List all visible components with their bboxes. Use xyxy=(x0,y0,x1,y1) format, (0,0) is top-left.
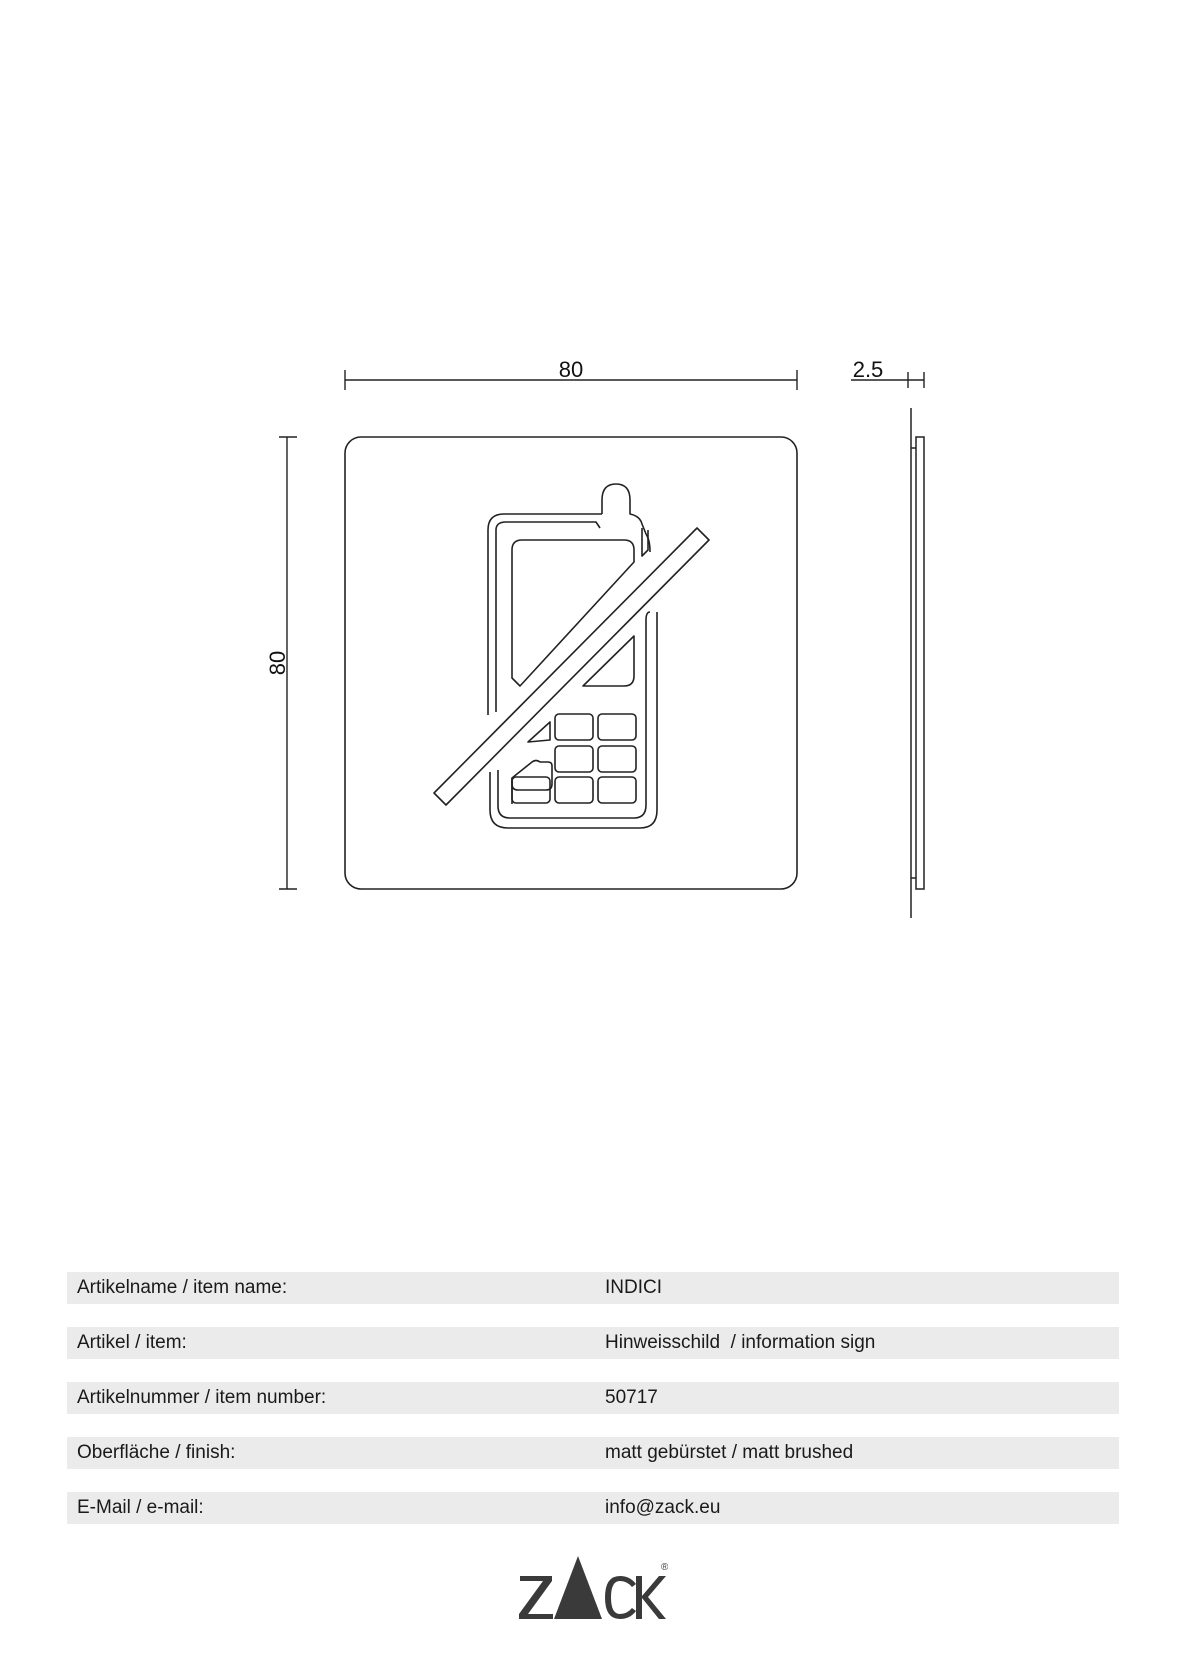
sign-side-view xyxy=(911,408,924,918)
spec-value: INDICI xyxy=(605,1277,662,1298)
width-dimension-label: 80 xyxy=(558,357,584,382)
spec-row-item-number xyxy=(67,1382,1119,1414)
spec-value: matt gebürstet / matt brushed xyxy=(605,1442,854,1463)
spec-label: Artikel / item: xyxy=(77,1332,187,1353)
thickness-dimension-label: 2.5 xyxy=(852,357,884,382)
spec-label: Artikelnummer / item number: xyxy=(77,1387,327,1408)
registered-mark: ® xyxy=(661,1562,668,1573)
spec-row-item-name xyxy=(67,1272,1119,1304)
zack-logo xyxy=(518,1556,668,1620)
spec-value: info@zack.eu xyxy=(605,1497,721,1518)
height-dimension-label: 80 xyxy=(265,650,290,676)
spec-label: Artikelname / item name: xyxy=(77,1277,288,1298)
spec-value: 50717 xyxy=(605,1387,658,1408)
spec-row-item xyxy=(67,1327,1119,1359)
spec-table xyxy=(67,1272,1119,1547)
spec-row-finish xyxy=(67,1437,1119,1469)
spec-label: E-Mail / e-mail: xyxy=(77,1497,204,1518)
spec-value: Hinweisschild / information sign xyxy=(605,1332,876,1353)
spec-row-email xyxy=(67,1492,1119,1524)
spec-label: Oberfläche / finish: xyxy=(77,1442,236,1463)
